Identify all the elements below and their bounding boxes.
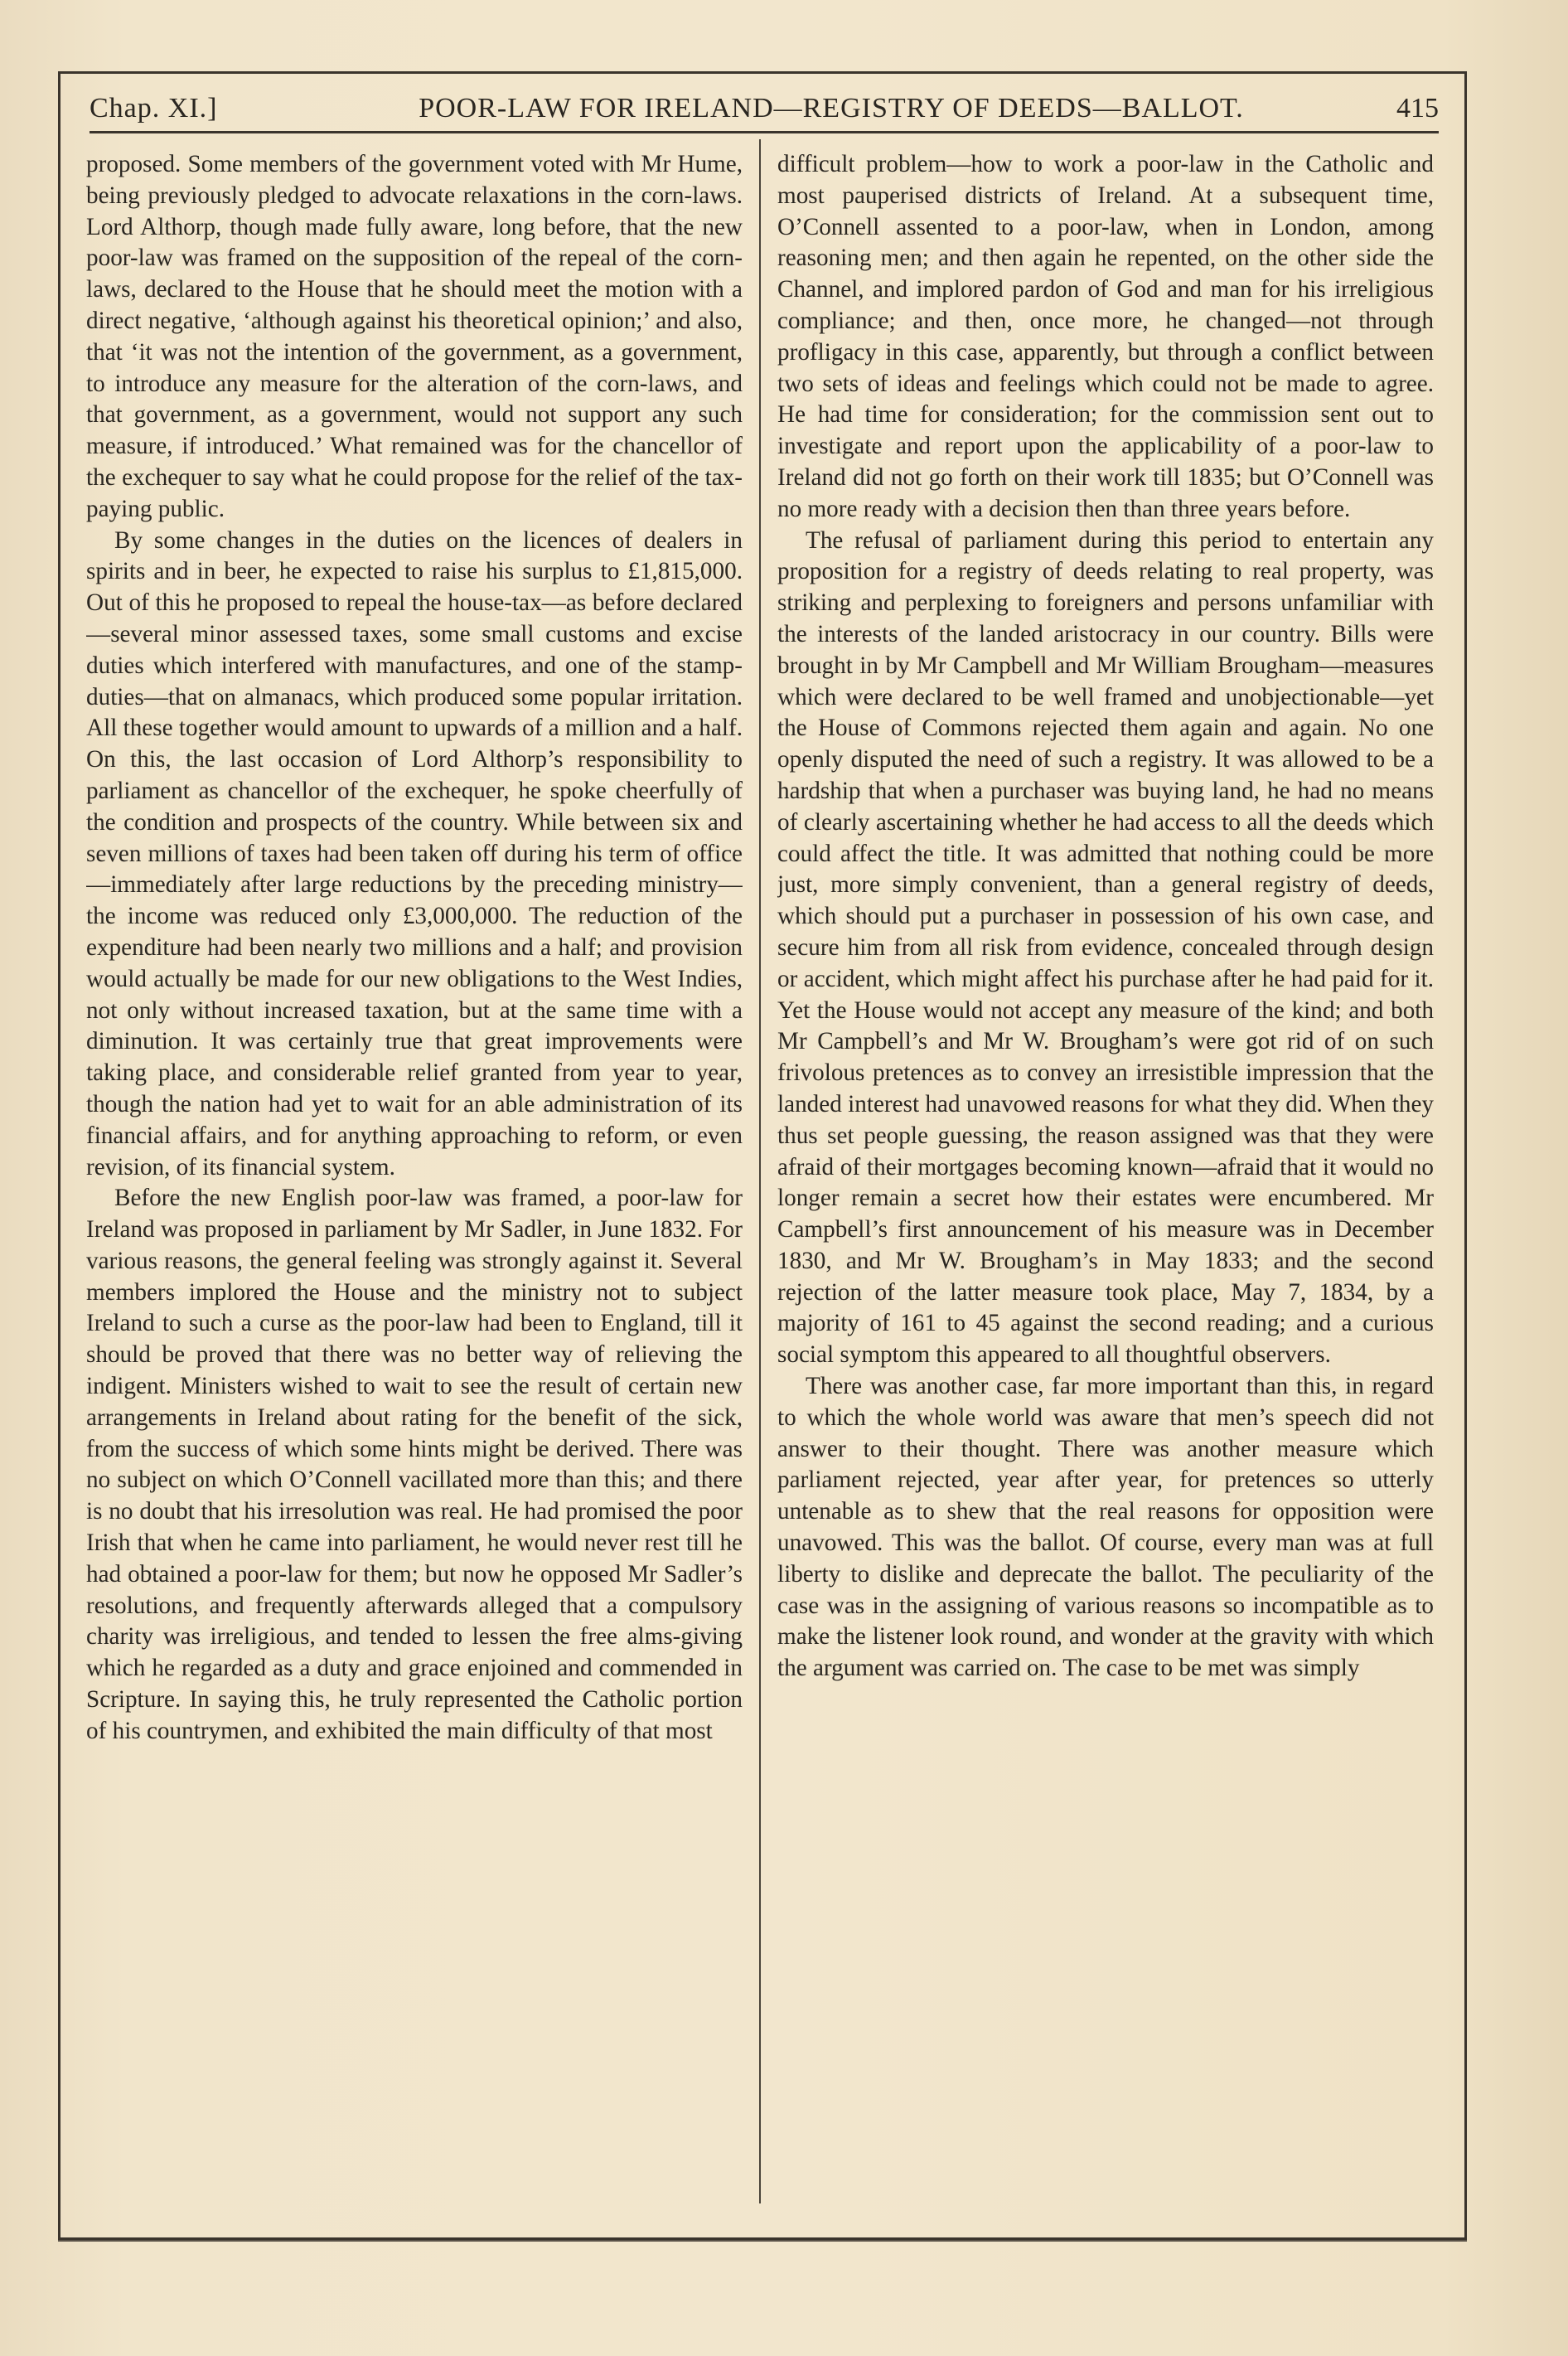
running-header	[90, 91, 1439, 133]
paragraph: The refusal of parliament during this period to entertain any proposition for a registry of deeds relating to real property, was striking and perplexing to foreigners and persons unfamiliar with the interests of the landed aristocracy in our country. Bills were brought in by Mr Campbell and Mr William Brougham—measures which were declared to be well framed and unobjectionable—yet the House of Commons rejected them again and again. No one openly disputed the need of such a registry. It was allowed to be a hardship that when a purchaser was buying land, he had no means of clearly ascertaining whether he had access to all the deeds which could affect the title. It was admitted that nothing could be more just, more simply convenient, than a general registry of deeds, which should put a purchaser in possession of his own case, and secure him from all risk from evidence, concealed through design or accident, which might affect his purchase after he had paid for it. Yet the House would not accept any measure of the kind; and both Mr Campbell’s and Mr W. Brougham’s were got rid of on such frivolous pretences as to convey an irresistible impression that the landed interest had unavowed reasons for what they did. When they thus set people guessing, the reason assigned was that they were afraid of their mortgages becoming known—afraid that it would no longer remain a secret how their estates were encumbered. Mr Campbell’s first announcement of his measure was in December 1830, and Mr W. Brougham’s in May 1833; and the second rejection of the latter measure took place, May 7, 1834, by a majority of 161 to 45 against the second reading; and a curious social symptom this appeared to all thoughtful observers.	[777, 526, 1434, 1369]
chapter-label: Chap. XI.]	[90, 93, 218, 124]
page-number: 415	[1396, 93, 1439, 124]
paragraph: difficult problem—how to work a poor-law in the Catholic and most pauperised districts of Ireland. At a subsequent time, O’Connell assented to a poor-law, when in London, among reasoning men; and then again he repented, on the other side the Channel, and implored pardon of God and man for his irreligious compliance; and then, once more, he changed—not through profligacy in this case, apparently, but through a conflict between two sets of ideas and feelings which could not be made to agree. He had time for consideration; for the commission sent out to investigate and report upon the applicability of a poor-law to Ireland did not go forth on their work till 1835; but O’Connell was no more ready with a decision then than three years before.	[777, 151, 1434, 522]
paragraph: proposed. Some members of the government voted with Mr Hume, being previously pledged to advocate relaxations in the corn-laws. Lord Althorp, though made fully aware, long before, that the new poor-law was framed on the supposition of the repeal of the corn-laws, declared to the House that he should meet the motion with a direct negative, ‘although against his theoretical opinion;’ and also, that ‘it was not the intention of the government, as a government, to introduce any measure for the alteration of the corn-laws, and that government, as a government, would not support any such measure, if introduced.’ What remained was for the chancellor of the exchequer to say what he could propose for the relief of the tax-paying public.	[86, 151, 743, 522]
left-column	[86, 149, 743, 2205]
right-column	[777, 149, 1434, 2205]
paragraph: By some changes in the duties on the licences of dealers in spirits and in beer, he expected to raise his surplus to £1,815,000. Out of this he proposed to repeal the house-tax—as before declared—several minor assessed taxes, some small customs and excise duties which interfered with manufactures, and one of the stamp-duties—that on almanacs, which produced some popular irritation. All these together would amount to upwards of a million and a half. On this, the last occasion of Lord Althorp’s responsibility to parliament as chancellor of the exchequer, he spoke cheerfully of the condition and prospects of the country. While between six and seven millions of taxes had been taken off during his term of office—immediately after large reductions by the preceding ministry—the income was reduced only £3,000,000. The reduction of the expenditure had been nearly two millions and a half; and provision would actually be made for our new obligations to the West Indies, not only without increased taxation, but at the same time with a diminution. It was certainly true that great improvements were taking place, and considerable relief granted from year to year, though the nation had yet to wait for an able administration of its financial affairs, and for anything approaching to reform, or even revision, of its financial system.	[86, 526, 743, 1180]
bottom-rule	[58, 2240, 1467, 2242]
paragraph: Before the new English poor-law was framed, a poor-law for Ireland was proposed in parliament by Mr Sadler, in June 1832. For various reasons, the general feeling was strongly against it. Several members implored the House and the ministry not to subject Ireland to such a curse as the poor-law had been to England, till it should be proved that there was no better way of relieving the indigent. Ministers wished to wait to see the result of certain new arrangements in Ireland about rating for the benefit of the sick, from the success of which some hints might be derived. There was no subject on which O’Connell vacillated more than this; and there is no doubt that his irresolution was real. He had promised the poor Irish that when he came into parliament, he would never rest till he had obtained a poor-law for them; but now he opposed Mr Sadler’s resolutions, and frequently afterwards alleged that a compulsory charity was irreligious, and tended to lessen the free alms-giving which he regarded as a duty and grace enjoined and commended in Scripture. In saying this, he truly represented the Catholic portion of his countrymen, and exhibited the main difficulty of that most	[86, 1185, 743, 1744]
paragraph: There was another case, far more important than this, in regard to which the whole world was aware that men’s speech did not answer to their thought. There was another measure which parliament rejected, year after year, for pretences so utterly untenable as to shew that the real reasons for opposition were unavowed. This was the ballot. Of course, every man was at full liberty to dislike and deprecate the ballot. The peculiarity of the case was in the assigning of various reasons so incompatible as to make the listener look round, and wonder at the gravity with which the argument was carried on. The case to be met was simply	[777, 1373, 1434, 1682]
running-title: POOR-LAW FOR IRELAND—REGISTRY OF DEEDS—BALLOT.	[419, 93, 1244, 124]
column-divider	[759, 139, 761, 2203]
